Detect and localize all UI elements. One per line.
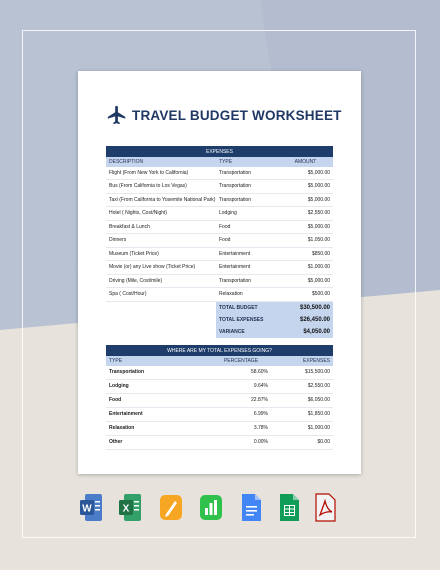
cell-type: Food <box>216 220 278 234</box>
pdf-icon[interactable] <box>313 493 337 523</box>
table-row <box>106 274 333 288</box>
table-row <box>106 167 333 180</box>
table-row <box>106 193 333 207</box>
summary-value: $4,050.00 <box>278 326 333 338</box>
cell-amount: $850.00 <box>278 247 333 261</box>
cell-percentage: 0.00% <box>211 435 271 449</box>
breakdown-column-row <box>106 356 333 366</box>
cell-percentage: 9.64% <box>211 379 271 393</box>
table-row <box>106 393 333 407</box>
column-percentage: PERCENTAGE <box>211 356 271 366</box>
breakdown-table <box>106 345 333 450</box>
svg-text:X: X <box>122 503 130 515</box>
cell-description: Breakfast & Lunch <box>106 220 216 234</box>
table-row <box>106 180 333 194</box>
cell-percentage: 6.99% <box>211 407 271 421</box>
table-row <box>106 435 333 449</box>
cell-expenses: $0.00 <box>271 435 333 449</box>
cell-type: Entertainment <box>216 261 278 275</box>
table-row <box>106 407 333 421</box>
cell-description: Taxi (From California to Yosemite National Park) <box>106 193 216 207</box>
cell-amount: $5,000.00 <box>278 180 333 194</box>
cell-amount: $1,050.00 <box>278 234 333 248</box>
summary-value: $30,500.00 <box>278 301 333 314</box>
google-sheets-icon[interactable] <box>277 493 301 523</box>
cell-percentage: 3.78% <box>211 421 271 435</box>
cell-expenses: $15,500.00 <box>271 366 333 380</box>
cell-type: Entertainment <box>106 407 211 421</box>
cell-description: Spa ( Cost/Hour) <box>106 288 216 302</box>
cell-description: Driving (Mile, Cost/mile) <box>106 274 216 288</box>
table-row <box>106 421 333 435</box>
cell-expenses: $6,050.00 <box>271 393 333 407</box>
table-row <box>106 234 333 248</box>
cell-type: Relaxation <box>106 421 211 435</box>
column-type: TYPE <box>106 356 211 366</box>
summary-row-total-expenses <box>106 314 333 326</box>
cell-expenses: $1,850.00 <box>271 407 333 421</box>
column-type: TYPE <box>216 157 278 167</box>
expenses-header: EXPENSES <box>106 146 333 157</box>
table-row <box>106 288 333 302</box>
cell-description: Dinners <box>106 234 216 248</box>
expenses-column-row <box>106 157 333 167</box>
document-title <box>106 104 342 126</box>
cell-amount: $5,000.00 <box>278 274 333 288</box>
cell-type: Transportation <box>216 180 278 194</box>
google-docs-icon[interactable] <box>239 493 263 523</box>
cell-percentage: 22.87% <box>211 393 271 407</box>
table-row <box>106 207 333 221</box>
word-icon[interactable] <box>79 493 103 523</box>
column-amount: AMOUNT <box>278 157 333 167</box>
excel-icon[interactable] <box>118 493 142 523</box>
cell-type: Food <box>106 393 211 407</box>
cell-type: Transportation <box>106 366 211 380</box>
table-row <box>106 220 333 234</box>
cell-amount: $2,550.00 <box>278 207 333 221</box>
cell-percentage: 58.60% <box>211 366 271 380</box>
table-row <box>106 379 333 393</box>
column-description: DESCRIPTION <box>106 157 216 167</box>
table-row <box>106 261 333 275</box>
cell-type: Lodging <box>106 379 211 393</box>
cell-expenses: $2,550.00 <box>271 379 333 393</box>
expenses-header-row <box>106 146 333 157</box>
cell-description: Hotel ( Nights, Cost/Night) <box>106 207 216 221</box>
expenses-table <box>106 146 333 338</box>
cell-type: Transportation <box>216 274 278 288</box>
summary-row-variance <box>106 326 333 338</box>
cell-type: Relaxation <box>216 288 278 302</box>
breakdown-header: WHERE ARE MY TOTAL EXPENSES GOING? <box>106 345 333 356</box>
page-title: TRAVEL BUDGET WORKSHEET <box>132 107 342 123</box>
cell-amount: $5,000.00 <box>278 167 333 180</box>
pages-icon[interactable] <box>159 493 183 523</box>
numbers-icon[interactable] <box>199 493 223 523</box>
cell-description: Flight (From New York to California) <box>106 167 216 180</box>
cell-amount: $500.00 <box>278 288 333 302</box>
summary-row-total-budget <box>106 301 333 314</box>
cell-type: Other <box>106 435 211 449</box>
cell-amount: $1,000.00 <box>278 261 333 275</box>
summary-label: VARIANCE <box>216 326 278 338</box>
cell-description: Bus (From California to Los Vegas) <box>106 180 216 194</box>
cell-description: Museum (Ticket Price) <box>106 247 216 261</box>
column-expenses: EXPENSES <box>271 356 333 366</box>
cell-amount: $5,000.00 <box>278 220 333 234</box>
table-row <box>106 247 333 261</box>
cell-type: Entertainment <box>216 247 278 261</box>
summary-value: $26,450.00 <box>278 314 333 326</box>
cell-type: Transportation <box>216 167 278 180</box>
summary-label: TOTAL EXPENSES <box>216 314 278 326</box>
format-icon-bar <box>75 493 363 525</box>
cell-description: Movie (or) any Live show (Ticket Price) <box>106 261 216 275</box>
summary-label: TOTAL BUDGET <box>216 301 278 314</box>
table-row <box>106 366 333 380</box>
svg-text:W: W <box>82 503 92 515</box>
airplane-icon <box>106 104 128 126</box>
cell-amount: $5,000.00 <box>278 193 333 207</box>
cell-type: Food <box>216 234 278 248</box>
cell-type: Transportation <box>216 193 278 207</box>
cell-expenses: $1,000.00 <box>271 421 333 435</box>
cell-type: Lodging <box>216 207 278 221</box>
breakdown-header-row <box>106 345 333 356</box>
